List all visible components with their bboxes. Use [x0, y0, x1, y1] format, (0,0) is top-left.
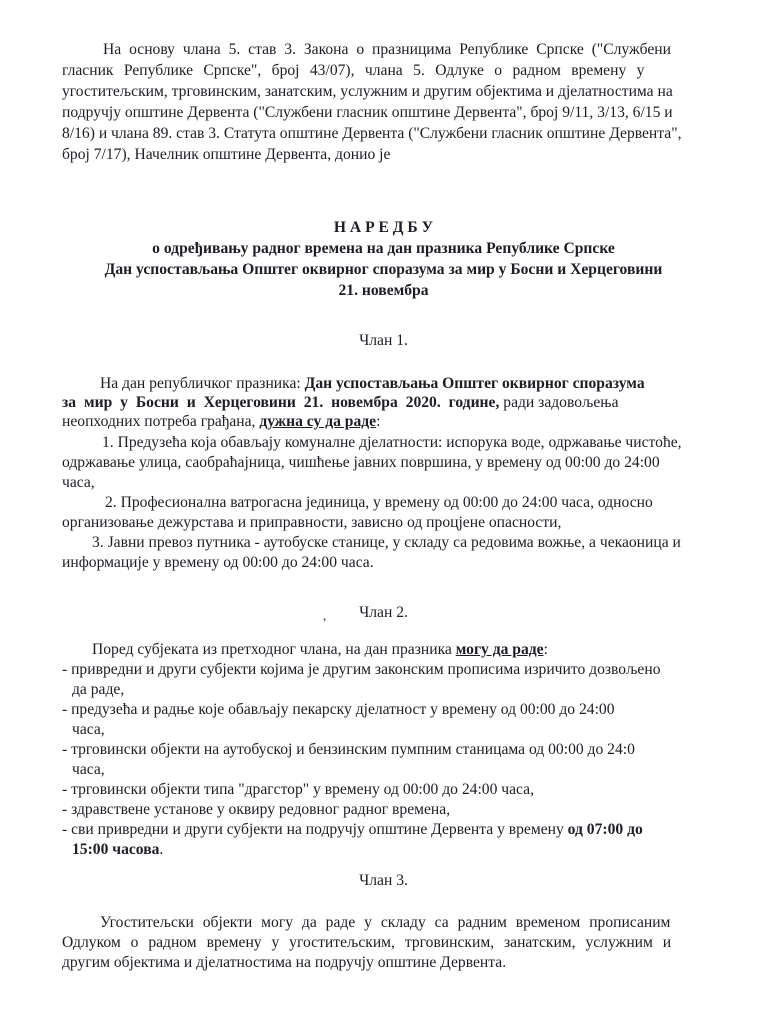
article-1-item-line: 2. Професионална ватрогасна јединица, у времену од 00:00 до 24:00 часа, односно — [105, 494, 653, 511]
article-2-bullet-line: - трговински објекти типа "драгстор" у времену од 00:00 до 24:00 часа, — [62, 781, 534, 798]
text-run: : — [543, 641, 548, 658]
text-run: Поред субјеката из претходног члана, на дан празника — [92, 641, 456, 658]
article-2-bullet-line: часа, — [72, 721, 105, 738]
time-range: од 07:00 до — [567, 821, 643, 838]
article-2-bullet-line: - предузећа и радње које обављају пекарску дјелатност у времену од 00:00 до 24:00 — [62, 701, 615, 718]
title-line: 21. новембра — [338, 282, 429, 299]
text-run: . — [159, 841, 164, 858]
article-1-intro-line — [62, 393, 619, 412]
article-2-bullet-line: - трговински објекти на аутобуској и бензинским пумпним станицама од 00:00 до 24:0 — [62, 741, 635, 758]
time-range: 15:00 часова — [72, 841, 160, 858]
article-3-line: Одлуком о радном времену у угоститељским, трговинским, занатским, услужним и — [62, 934, 672, 951]
article-heading: Члан 1. — [359, 332, 408, 349]
text-run: неопходних потреба грађана, — [62, 413, 260, 430]
holiday-date: за мир у Босни и Херцеговини 21. новембра 2020. године, — [62, 394, 500, 411]
holiday-name: Дан успостављања Општег оквирног споразума — [304, 375, 645, 392]
preamble-line: угоститељским, трговинским, занатским, услужним и другим објектима и дјелатностима на — [62, 83, 673, 100]
article-1-item-line: 3. Јавни превоз путника - аутобуске станице, у складу са редовима вожње, а чекаоница и — [92, 534, 681, 551]
article-1-intro-line — [62, 412, 380, 431]
article-2-bullet-line: - привредни и други субјекти којима је другим законским прописима изричито дозвољено — [62, 661, 661, 678]
article-1-item-line: одржавање улица, саобраћајница, чишћење јавних површина, у времену од 00:00 до 24:00 — [62, 454, 660, 471]
article-2-bullet-line — [72, 840, 163, 859]
article-1-item-line: часа, — [62, 474, 95, 491]
text-run: ради задовољења — [499, 394, 619, 411]
article-1-item-line: 1. Предузећа која обављају комуналне дјелатности: испорука воде, одржавање чистоће, — [102, 434, 682, 451]
title-main: Н А Р Е Д Б У — [333, 219, 434, 236]
preamble-line: подручју општине Дервента ("Службени гласник општине Дервента", број 9/11, 3/13, 6/15 и — [62, 104, 673, 121]
article-2-bullet-line — [62, 820, 643, 839]
text-run: : — [376, 413, 381, 430]
article-heading: Члан 3. — [359, 872, 408, 889]
preamble-line: број 7/17), Начелник општине Дервента, донио је — [62, 146, 391, 163]
permission-phrase: могу да раде — [455, 641, 544, 658]
article-1-item-line: организовање дежурстава и приправности, зависно од процјене опасности, — [62, 514, 562, 531]
preamble-line: На основу члана 5. став 3. Закона о празницима Републике Српске ("Службени — [103, 41, 671, 58]
obligation-phrase: дужна су да раде — [259, 413, 377, 430]
title-line: Дан успостављања Општег оквирног споразума за мир у Босни и Херцеговини — [104, 261, 663, 278]
article-3-line: другим објектима и дјелатностима на подручју општине Дервента. — [62, 954, 507, 971]
scan-mark: , — [323, 608, 327, 623]
article-3-line: Угоститељски објекти могу да раде у складу са радним временом прописаним — [100, 914, 671, 931]
article-2-bullet-line: да раде, — [72, 681, 125, 698]
text-run: На дан републичког празника: — [100, 375, 305, 392]
article-heading: Члан 2. — [359, 604, 408, 621]
article-1-intro-line — [100, 374, 645, 393]
article-2-bullet-line: - здравствене установе у оквиру редовног радног времена, — [62, 801, 451, 818]
preamble-line: 8/16) и члана 89. став 3. Статута општине Дервента ("Службени гласник општине Дервента", — [62, 125, 682, 142]
title-line: о одређивању радног времена на дан празника Републике Српске — [152, 240, 615, 257]
preamble-line: гласник Републике Српске", број 43/07), члана 5. Одлуке о радном времену у — [62, 62, 645, 79]
text-run: - сви привредни и други субјекти на подручју општине Дервента у времену — [62, 821, 568, 838]
article-2-bullet-line: часа, — [72, 761, 105, 778]
article-2-intro-line — [92, 640, 548, 659]
article-1-item-line: информације у времену од 00:00 до 24:00 часа. — [62, 554, 374, 571]
